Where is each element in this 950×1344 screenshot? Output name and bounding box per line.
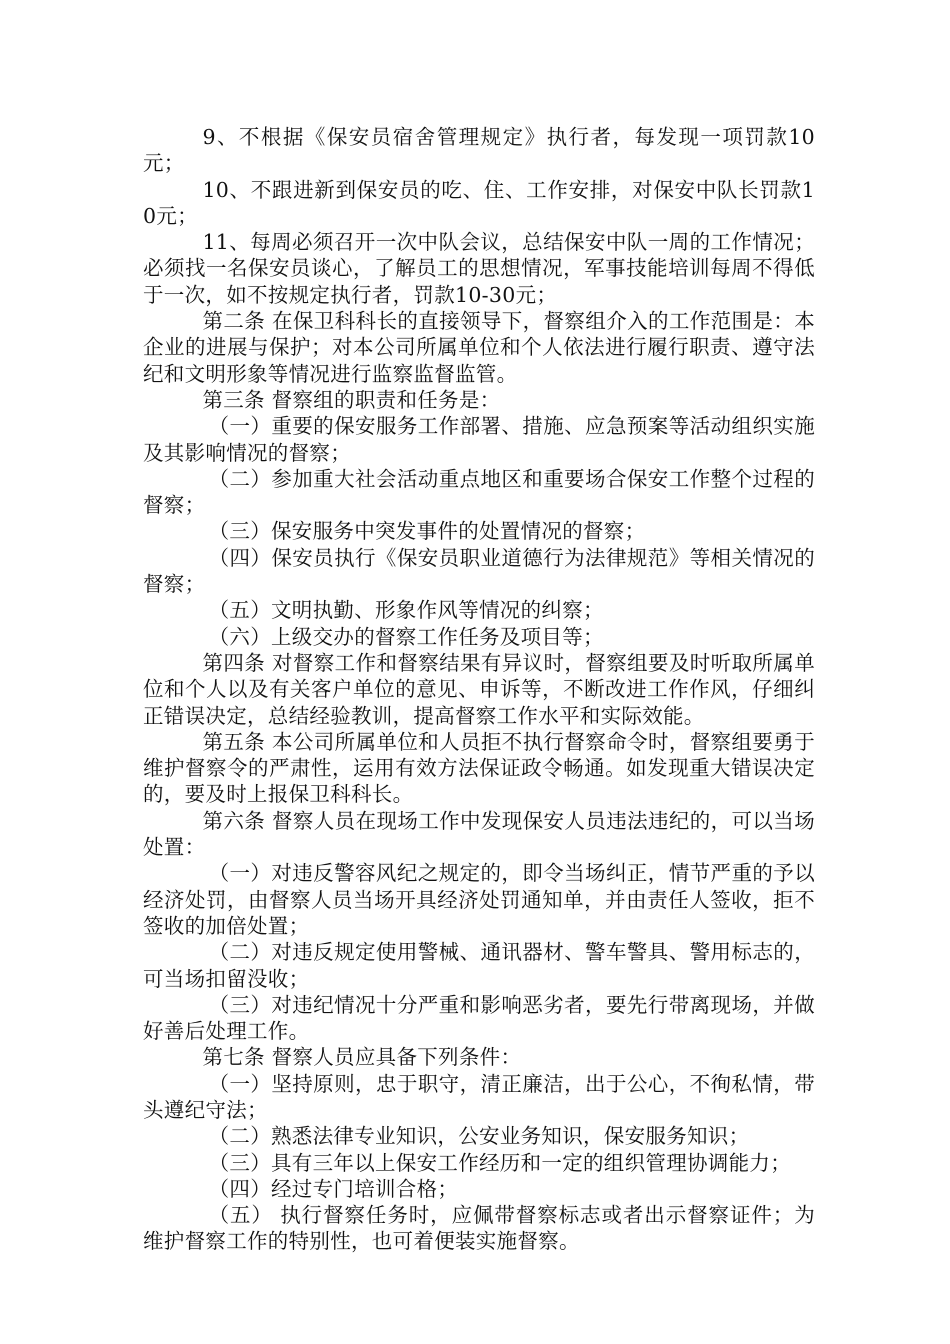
paragraph-article-2: 第二条 在保卫科科长的直接领导下，督察组介入的工作范围是：本企业的进展与保护；对本公司所属单位和个人依法进行履行职责、遵守法纪和文明形象等情况进行监察监督监管。 (143, 309, 815, 386)
paragraph-article-3-item-6: （六）上级交办的督察工作任务及项目等； (208, 624, 604, 649)
paragraph-article-4: 第四条 对督察工作和督察结果有异议时，督察组要及时听取所属单位和个人以及有关客户单位的意见、申诉等，不断改进工作作风，仔细纠正错误决定，总结经验教训，提高督察工作水平和实际效能。 (143, 650, 815, 728)
paragraph-article-7-item-1: （一）坚持原则，忠于职守，清正廉洁，出于公心，不徇私情，带头遵纪守法； (143, 1071, 815, 1122)
paragraph-article-6-item-1: （一）对违反警容风纪之规定的，即令当场纠正，情节严重的予以经济处罚，由督察人员当场开具经济处罚通知单，并由责任人签收，拒不签收的加倍处置； (143, 861, 815, 938)
paragraph-article-3-item-2: （二）参加重大社会活动重点地区和重要场合保安工作整个过程的督察； (143, 466, 815, 518)
paragraph-article-7: 第七条 督察人员应具备下列条件： (202, 1045, 522, 1070)
paragraph-article-6-item-3: （三）对违纪情况十分严重和影响恶劣者，要先行带离现场，并做好善后处理工作。 (143, 992, 815, 1044)
paragraph-article-3-item-5: （五）文明执勤、形象作风等情况的纠察； (208, 598, 604, 623)
paragraph-article-5: 第五条 本公司所属单位和人员拒不执行督察命令时，督察组要勇于维护督察令的严肃性，运用有效方法保证政令畅通。如发现重大错误决定的，要及时上报保卫科科长。 (143, 729, 815, 807)
paragraph-article-3-item-4: （四）保安员执行《保安员职业道德行为法律规范》等相关情况的督察； (143, 545, 815, 597)
paragraph-clause-9: 9、不根据《保安员宿舍管理规定》执行者，每发现一项罚款10元； (143, 125, 815, 176)
paragraph-article-3: 第三条 督察组的职责和任务是： (202, 387, 501, 412)
paragraph-article-3-item-1: （一）重要的保安服务工作部署、措施、应急预案等活动组织实施及其影响情况的督察； (143, 414, 815, 465)
paragraph-clause-11: 11、每周必须召开一次中队会议，总结保安中队一周的工作情况；必须找一名保安员谈心，了解员工的思想情况，军事技能培训每周不得低于一次，如不按规定执行者，罚款10-30元； (143, 230, 815, 307)
document-body (143, 124, 815, 1255)
paragraph-article-6: 第六条 督察人员在现场工作中发现保安人员违法违纪的，可以当场处置： (143, 808, 815, 860)
paragraph-clause-10: 10、不跟进新到保安员的吃、住、工作安排，对保安中队长罚款10元； (143, 177, 815, 228)
paragraph-article-7-item-3: （三）具有三年以上保安工作经历和一定的组织管理协调能力； (208, 1150, 791, 1175)
paragraph-article-7-item-5: （五） 执行督察任务时，应佩带督察标志或者出示督察证件；为维护督察工作的特别性，也可着便装实施督察。 (143, 1203, 815, 1254)
paragraph-article-7-item-2: （二）熟悉法律专业知识，公安业务知识，保安服务知识； (208, 1124, 750, 1149)
paragraph-article-6-item-2: （二）对违反规定使用警械、通讯器材、警车警具、警用标志的，可当场扣留没收； (143, 940, 815, 991)
paragraph-article-7-item-4: （四）经过专门培训合格； (208, 1176, 459, 1201)
paragraph-article-3-item-3: （三）保安服务中突发事件的处置情况的督察； (208, 519, 646, 544)
